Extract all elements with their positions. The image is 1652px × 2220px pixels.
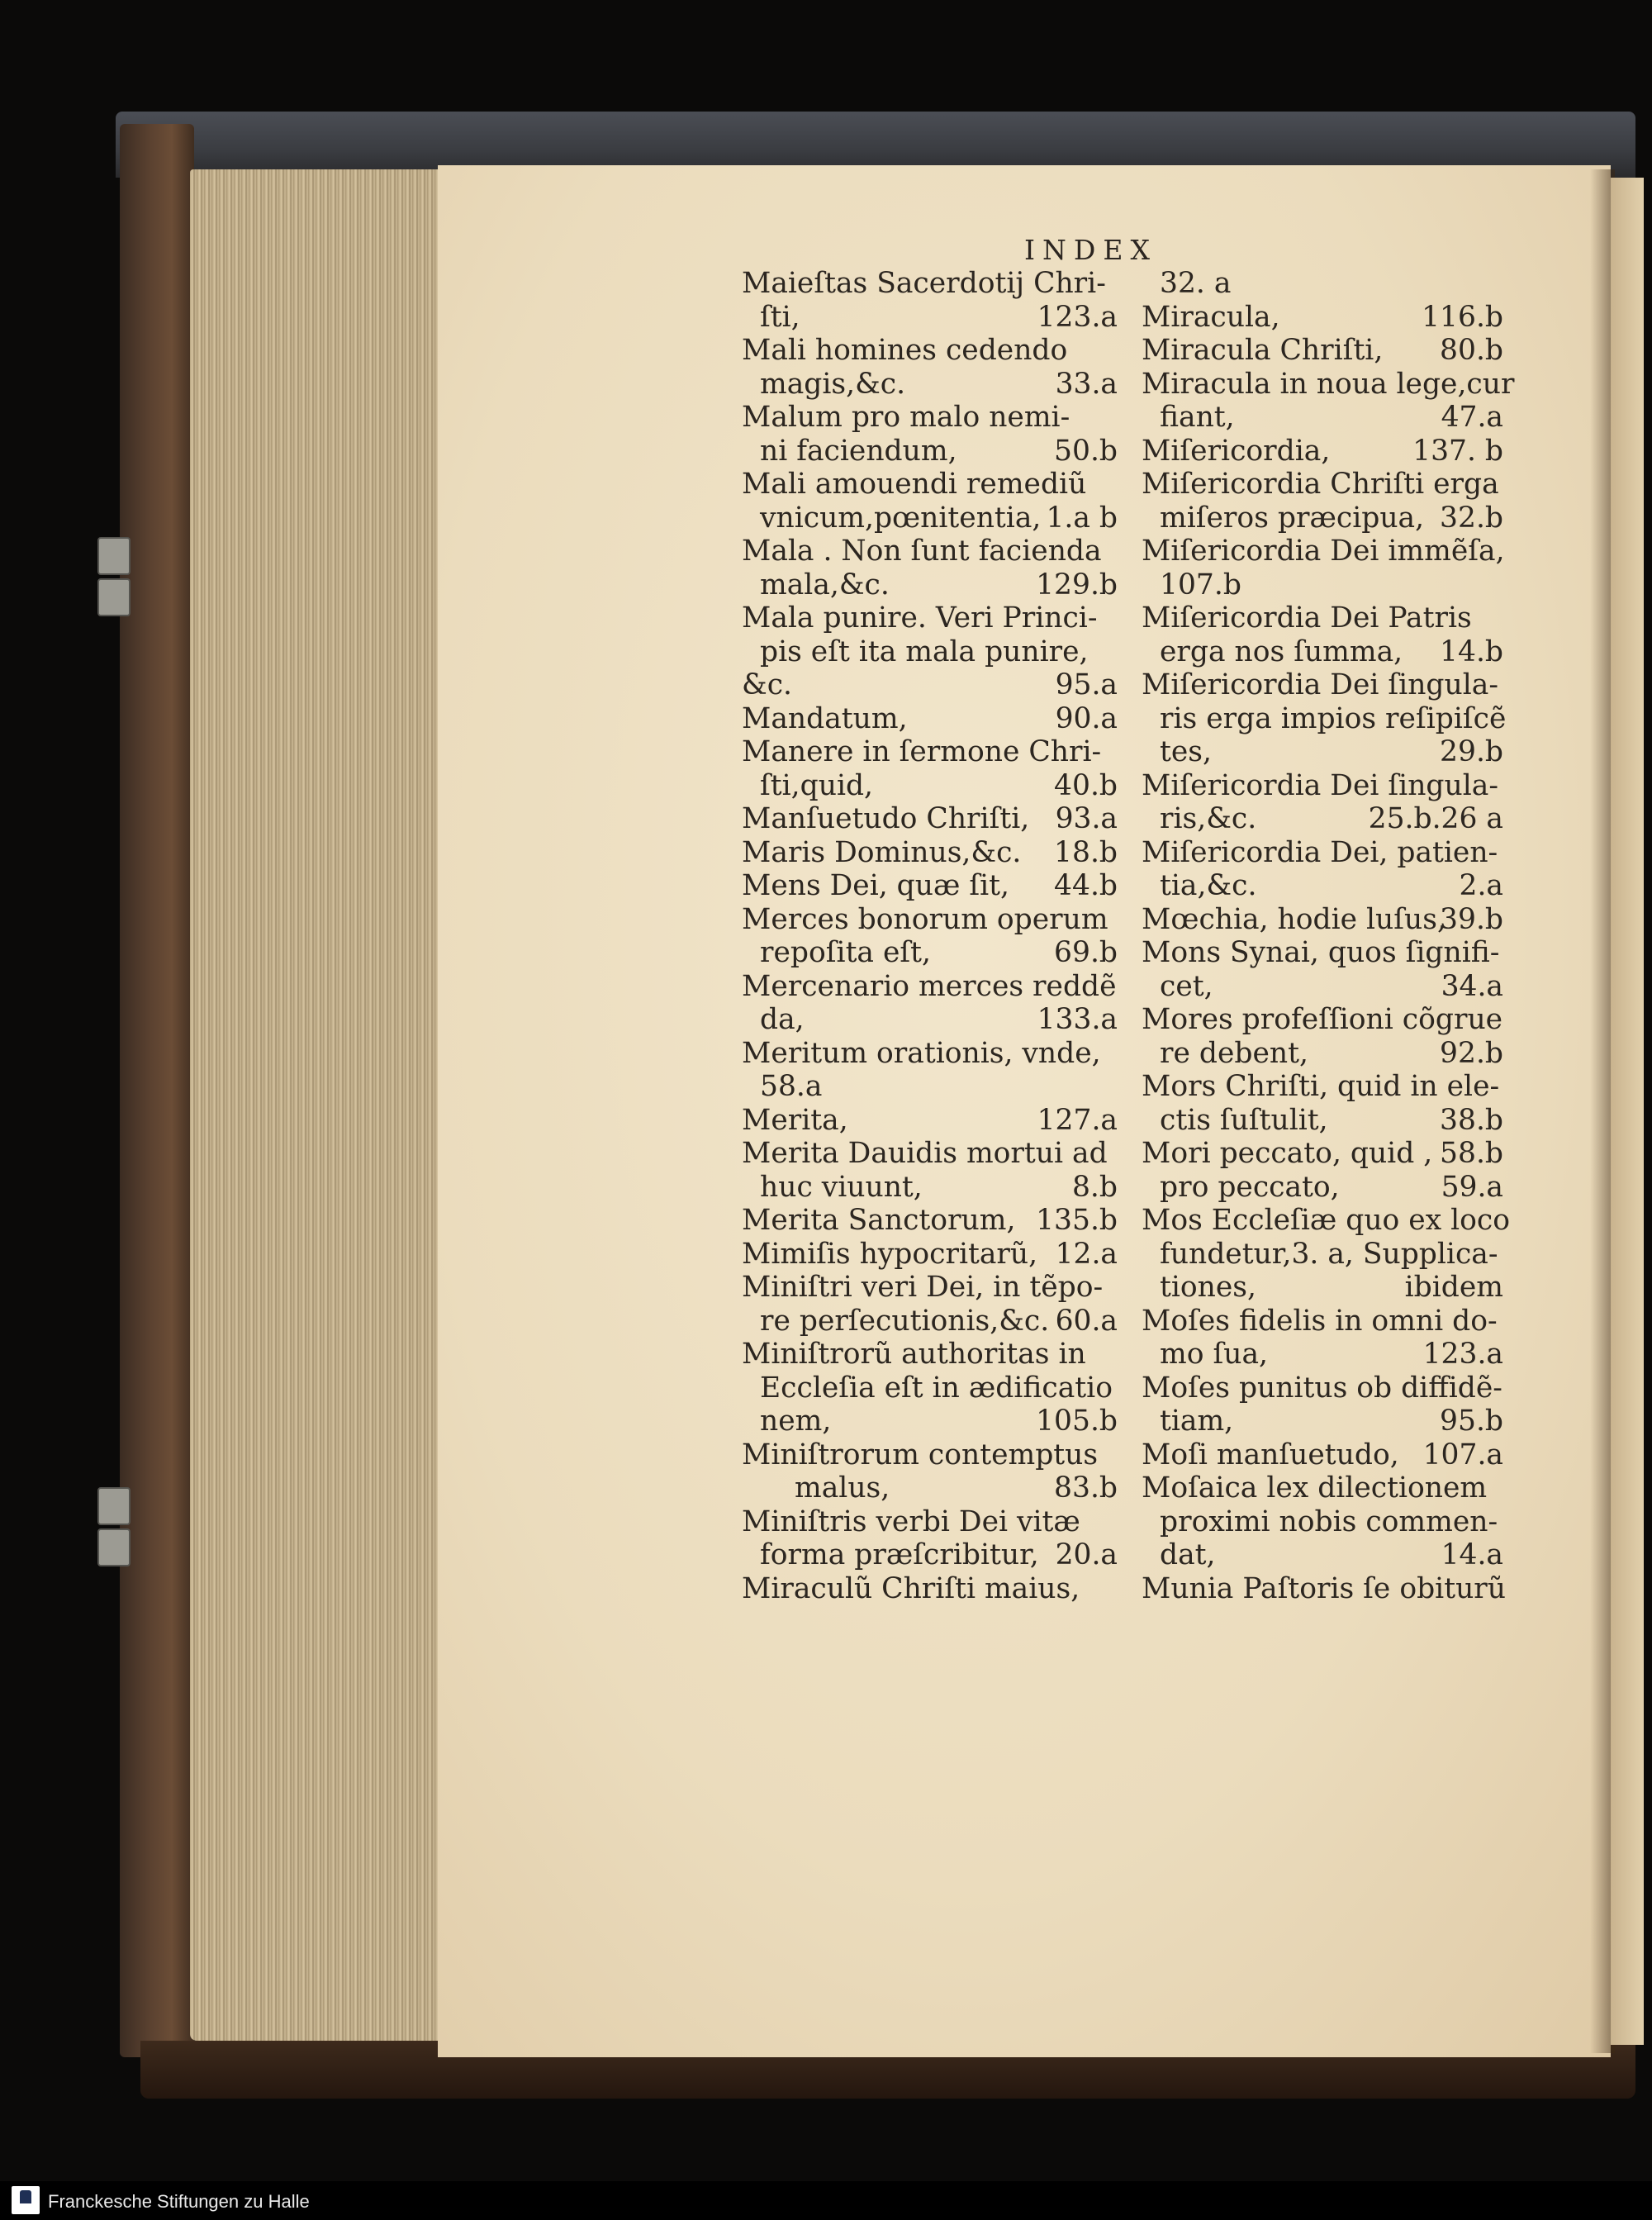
- clasp-icon: [97, 1487, 131, 1525]
- index-entry: [1142, 367, 1515, 402]
- footer-credit[interactable]: Franckesche Stiftungen zu Halle: [48, 2191, 310, 2212]
- page-header: INDEX: [1024, 234, 1157, 266]
- index-entry: [1142, 1371, 1503, 1405]
- index-entry: [1142, 635, 1503, 669]
- entry-reference: 2.a: [1459, 869, 1503, 902]
- page-edges: [190, 169, 446, 2041]
- index-entry: [1142, 1104, 1503, 1138]
- entry-text: ni faciendum,: [760, 434, 957, 468]
- entry-reference: 133.a: [1037, 1003, 1118, 1036]
- entry-text: Meritum orationis, vnde,: [742, 1036, 1101, 1070]
- entry-text: Miniſtri veri Dei, in tẽpo-: [742, 1271, 1104, 1304]
- index-entry: [742, 334, 1118, 368]
- entry-reference: 32.b: [1440, 501, 1503, 535]
- entry-text: erga nos ſumma,: [1160, 635, 1403, 668]
- index-entry: [1142, 1271, 1503, 1305]
- index-entry: [1142, 1405, 1503, 1438]
- entry-text: ctis ſuſtulit,: [1160, 1103, 1328, 1137]
- entry-text: pro peccato,: [1160, 1170, 1340, 1204]
- entry-reference: 39.b: [1440, 902, 1503, 936]
- index-entry: [1142, 936, 1503, 970]
- entry-reference: 105.b: [1036, 1405, 1118, 1438]
- clasp-icon: [97, 1528, 131, 1566]
- entry-text: ris,&c.: [1160, 802, 1257, 835]
- entry-reference: 34.a: [1441, 969, 1503, 1003]
- entry-text: dat,: [1160, 1538, 1216, 1571]
- entry-text: malus,: [795, 1471, 890, 1505]
- entry-reference: 123.a: [1422, 1338, 1503, 1371]
- index-entry: [742, 1037, 1118, 1071]
- index-entry: [742, 535, 1118, 568]
- index-entry: [742, 1338, 1118, 1371]
- entry-text: Maieſtas Sacerdotij Chri-: [742, 267, 1106, 300]
- index-entry: [1142, 1037, 1503, 1071]
- entry-text: Mali amouendi remediũ: [742, 468, 1087, 501]
- entry-text: mo ſua,: [1160, 1338, 1268, 1371]
- entry-text: fundetur,3. a, Supplica-: [1160, 1237, 1498, 1271]
- entry-reference: 33.a: [1055, 367, 1118, 401]
- index-entry: [1142, 1171, 1503, 1205]
- index-entry: [742, 1505, 1118, 1539]
- entry-text: vnicum,pœnitentia,: [760, 501, 1042, 535]
- index-entry: [742, 668, 1118, 702]
- index-entry: [1142, 401, 1503, 435]
- entry-reference: 25.b.26 a: [1368, 802, 1503, 835]
- index-entry: [742, 802, 1118, 836]
- entry-reference: 29.b: [1440, 735, 1503, 768]
- entry-text: re perſecutionis,&c.: [760, 1304, 1050, 1338]
- entry-text: Moſi manſuetudo,: [1142, 1438, 1399, 1471]
- facing-page-edge: [1611, 178, 1644, 2045]
- entry-reference: 95.b: [1440, 1405, 1503, 1438]
- clasp-icon: [97, 537, 131, 575]
- entry-reference: 92.b: [1440, 1036, 1503, 1070]
- entry-text: ſti,quid,: [760, 768, 874, 802]
- entry-text: Miſericordia Dei, patien-: [1142, 835, 1498, 869]
- entry-reference: 40.b: [1054, 768, 1118, 802]
- index-entry: [1142, 1505, 1503, 1539]
- entry-text: re debent,: [1160, 1036, 1308, 1070]
- index-entry: [742, 1271, 1118, 1305]
- index-entry: [742, 970, 1118, 1004]
- entry-text: Moſaica lex dilectionem: [1142, 1471, 1488, 1505]
- entry-reference: 58.b: [1440, 1137, 1503, 1170]
- index-entry: [1142, 1438, 1503, 1472]
- entry-text: tes,: [1160, 735, 1212, 768]
- entry-text: Moſes fidelis in omni do-: [1142, 1304, 1498, 1338]
- entry-text: Mercenario merces reddẽ: [742, 969, 1117, 1003]
- index-entry: [742, 1204, 1118, 1238]
- entry-reference: 137. b: [1412, 434, 1503, 468]
- entry-text: Mala . Non ſunt facienda: [742, 535, 1102, 568]
- entry-text: proximi nobis commen-: [1160, 1505, 1498, 1538]
- index-entry: [742, 936, 1118, 970]
- index-entry: [742, 869, 1118, 903]
- index-entry: [1142, 1003, 1503, 1037]
- entry-text: Miracula in noua lege,cur: [1142, 367, 1515, 401]
- entry-text: forma præſcribitur,: [760, 1538, 1039, 1571]
- index-entry: [1142, 435, 1503, 468]
- entry-text: tiam,: [1160, 1405, 1234, 1438]
- entry-text: ris erga impios reſipiſcẽ: [1160, 701, 1507, 735]
- entry-text: Manſuetudo Chriſti,: [742, 802, 1030, 835]
- entry-text: Miſericordia Dei immẽſa,: [1142, 535, 1505, 568]
- entry-reference: 107.a: [1422, 1438, 1503, 1471]
- index-entry: [742, 1572, 1118, 1606]
- index-entry: [742, 903, 1118, 937]
- index-column-right: [1142, 267, 1515, 1605]
- entry-text: da,: [760, 1003, 805, 1036]
- entry-text: Miniſtris verbi Dei vitæ: [742, 1505, 1080, 1538]
- index-entry: [742, 1171, 1118, 1205]
- entry-reference: 90.a: [1055, 701, 1118, 735]
- entry-text: &c.: [742, 668, 792, 701]
- index-entry: [1142, 334, 1503, 368]
- index-entry: [1142, 601, 1503, 635]
- entry-text: Miracula Chriſti,: [1142, 334, 1384, 367]
- entry-reference: 38.b: [1440, 1103, 1503, 1137]
- entry-reference: 14.a: [1441, 1538, 1503, 1571]
- entry-text: Mali homines cedendo: [742, 334, 1068, 367]
- entry-reference: 14.b: [1440, 635, 1503, 668]
- entry-text: repoſita eſt,: [760, 936, 931, 969]
- entry-text: Mons Synai, quos ſignifi-: [1142, 936, 1500, 969]
- entry-reference: 12.a: [1055, 1237, 1118, 1271]
- entry-text: 32. a: [1160, 267, 1232, 300]
- index-entry: [1142, 1305, 1503, 1338]
- index-entry: [1142, 735, 1503, 769]
- entry-text: fiant,: [1160, 401, 1235, 434]
- entry-reference: 93.a: [1055, 802, 1118, 835]
- entry-text: tiones,: [1160, 1271, 1256, 1304]
- entry-text: Merita,: [742, 1103, 848, 1137]
- index-entry: [1142, 1238, 1503, 1272]
- viewer-footer: [0, 2181, 1652, 2220]
- entry-reference: 47.a: [1441, 401, 1503, 434]
- entry-text: miſeros præcipua,: [1160, 501, 1425, 535]
- index-entry: [742, 1371, 1118, 1405]
- index-entry: [742, 1438, 1118, 1472]
- index-entry: [742, 468, 1118, 502]
- entry-text: Miſericordia Dei ſingula-: [1142, 668, 1498, 701]
- entry-text: Moſes punitus ob diffidẽ-: [1142, 1371, 1502, 1405]
- index-entry: [742, 401, 1118, 435]
- index-entry: [742, 702, 1118, 736]
- entry-text: Mori peccato, quid ,: [1142, 1137, 1433, 1170]
- index-entry: [1142, 267, 1503, 301]
- index-entry: [1142, 301, 1503, 335]
- entry-text: Mandatum,: [742, 701, 908, 735]
- index-entry: [1142, 903, 1503, 937]
- index-entry: [1142, 468, 1503, 502]
- entry-reference: 44.b: [1054, 869, 1118, 902]
- index-entry: [742, 1003, 1118, 1037]
- index-entry: [742, 301, 1118, 335]
- index-entry: [742, 769, 1118, 803]
- index-entry: [742, 502, 1118, 535]
- index-entry: [742, 1471, 1118, 1505]
- index-entry: [1142, 502, 1503, 535]
- index-entry: [1142, 1137, 1503, 1171]
- entry-reference: 60.a: [1055, 1304, 1118, 1338]
- entry-reference: 59.a: [1441, 1170, 1503, 1204]
- entry-text: Mos Eccleſiæ quo ex loco: [1142, 1204, 1511, 1237]
- index-entry: [742, 368, 1118, 402]
- entry-reference: 50.b: [1054, 434, 1118, 468]
- index-entry: [1142, 970, 1503, 1004]
- index-entry: [742, 836, 1118, 870]
- entry-reference: 69.b: [1054, 936, 1118, 969]
- entry-reference: 1.a b: [1046, 501, 1118, 535]
- entry-reference: ibidem: [1404, 1271, 1503, 1304]
- index-entry: [742, 735, 1118, 769]
- index-entry: [742, 1104, 1118, 1138]
- index-entry: [742, 1538, 1118, 1572]
- index-entry: [1142, 1070, 1503, 1104]
- entry-text: cet,: [1160, 969, 1213, 1003]
- entry-reference: 20.a: [1055, 1538, 1118, 1571]
- index-entry: [742, 1405, 1118, 1438]
- index-entry: [1142, 568, 1503, 602]
- entry-text: Merces bonorum operum: [742, 902, 1108, 936]
- entry-text: Miracula,: [1142, 300, 1280, 334]
- index-entry: [742, 1305, 1118, 1338]
- entry-text: Mala punire. Veri Princi-: [742, 601, 1098, 635]
- entry-text: Mores profeſſioni cõgrue: [1142, 1003, 1503, 1036]
- index-entry: [742, 1137, 1118, 1171]
- book-spine: [120, 124, 194, 2057]
- entry-text: Miſericordia,: [1142, 434, 1331, 468]
- entry-text: tia,&c.: [1160, 869, 1257, 902]
- entry-text: magis,&c.: [760, 367, 906, 401]
- entry-reference: 129.b: [1036, 568, 1118, 601]
- index-entry: [1142, 1204, 1511, 1238]
- entry-text: mala,&c.: [760, 568, 890, 601]
- entry-text: Malum pro malo nemi-: [742, 401, 1070, 434]
- index-entry: [742, 601, 1118, 635]
- entry-text: Miniſtrorum contemptus: [742, 1438, 1099, 1471]
- entry-text: huc viuunt,: [760, 1170, 923, 1204]
- index-entry: [742, 635, 1118, 669]
- entry-reference: 123.a: [1037, 300, 1118, 334]
- entry-text: 107.b: [1160, 568, 1241, 601]
- index-entry: [1142, 802, 1503, 836]
- entry-text: Merita Dauidis mortui ad: [742, 1137, 1108, 1170]
- entry-text: Miraculũ Chriſti maius,: [742, 1571, 1080, 1605]
- entry-reference: 80.b: [1440, 334, 1503, 367]
- entry-text: Miniſtrorũ authoritas in: [742, 1338, 1086, 1371]
- index-column-left: [742, 267, 1118, 1605]
- index-entry: [1142, 1471, 1503, 1505]
- index-entry: [742, 435, 1118, 468]
- entry-text: Merita Sanctorum,: [742, 1204, 1016, 1237]
- entry-text: Munia Paſtoris ſe obiturũ: [1142, 1571, 1507, 1605]
- entry-text: 58.a: [760, 1070, 823, 1103]
- entry-reference: 135.b: [1036, 1204, 1118, 1237]
- entry-text: Mœchia, hodie luſus,: [1142, 902, 1446, 936]
- entry-reference: 95.a: [1055, 668, 1118, 701]
- index-entry: [742, 1238, 1118, 1272]
- entry-text: nem,: [760, 1405, 832, 1438]
- franckesche-stiftungen-logo-icon[interactable]: [12, 2186, 40, 2214]
- entry-text: pis eſt ita mala punire,: [760, 635, 1089, 668]
- entry-text: Miſericordia Dei Patris: [1142, 601, 1472, 635]
- entry-text: Mimiſis hypocritarũ,: [742, 1237, 1038, 1271]
- index-entry: [742, 1070, 1118, 1104]
- index-entry: [742, 267, 1118, 301]
- index-entry: [1142, 769, 1503, 803]
- index-entry: [1142, 668, 1503, 702]
- entry-text: ſti,: [760, 300, 800, 334]
- entry-text: Eccleſia eſt in ædificatio: [760, 1371, 1113, 1405]
- index-entry: [1142, 869, 1503, 903]
- index-entry: [1142, 836, 1503, 870]
- index-entry: [1142, 1571, 1507, 1606]
- index-entry: [1142, 1338, 1503, 1371]
- entry-reference: 18.b: [1054, 835, 1118, 869]
- entry-text: Manere in ſermone Chri-: [742, 735, 1102, 768]
- index-entry: [1142, 1538, 1503, 1572]
- index-entry: [742, 568, 1118, 602]
- entry-text: Maris Dominus,&c.: [742, 835, 1022, 869]
- entry-reference: 83.b: [1054, 1471, 1118, 1505]
- index-entry: [1142, 701, 1507, 736]
- entry-reference: 8.b: [1071, 1170, 1118, 1204]
- entry-text: Miſericordia Chriſti erga: [1142, 468, 1499, 501]
- entry-text: Mens Dei, quæ ſit,: [742, 869, 1010, 902]
- index-entry: [1142, 535, 1503, 568]
- entry-text: Mors Chriſti, quid in ele-: [1142, 1070, 1500, 1103]
- entry-reference: 127.a: [1037, 1103, 1118, 1137]
- entry-reference: 116.b: [1422, 300, 1503, 334]
- clasp-icon: [97, 578, 131, 616]
- entry-text: Miſericordia Dei ſingula-: [1142, 768, 1498, 802]
